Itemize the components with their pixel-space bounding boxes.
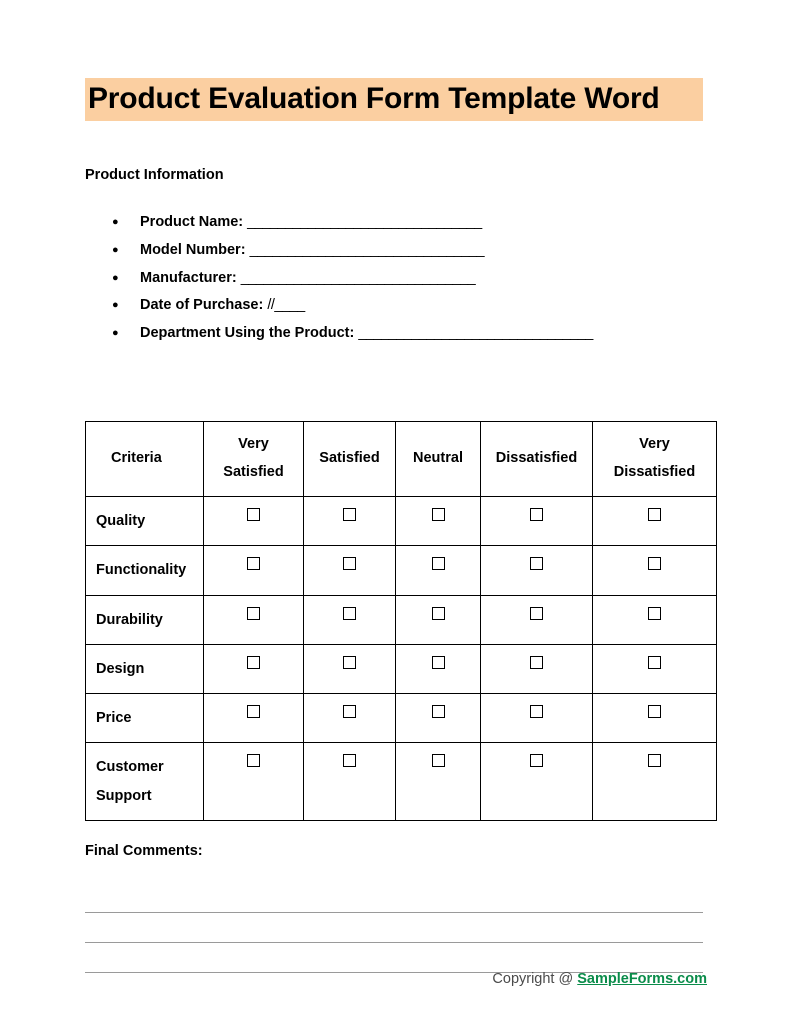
table-header-neutral: Neutral bbox=[396, 422, 481, 497]
checkbox-cell[interactable] bbox=[396, 595, 481, 644]
row-label-functionality: Functionality bbox=[86, 546, 204, 595]
field-label: Model Number: bbox=[140, 241, 246, 258]
checkbox-cell[interactable] bbox=[304, 595, 396, 644]
checkbox-cell[interactable] bbox=[204, 546, 304, 595]
final-comments-lines bbox=[85, 884, 703, 973]
checkbox-icon[interactable] bbox=[247, 656, 260, 669]
field-blank-line[interactable]: _______________________________ bbox=[249, 241, 485, 258]
checkbox-icon[interactable] bbox=[432, 607, 445, 620]
checkbox-cell[interactable] bbox=[204, 743, 304, 821]
checkbox-cell[interactable] bbox=[304, 743, 396, 821]
checkbox-icon[interactable] bbox=[648, 508, 661, 521]
evaluation-table bbox=[85, 421, 717, 821]
checkbox-icon[interactable] bbox=[530, 557, 543, 570]
checkbox-icon[interactable] bbox=[530, 607, 543, 620]
checkbox-cell[interactable] bbox=[481, 743, 593, 821]
checkbox-icon[interactable] bbox=[247, 705, 260, 718]
field-blank-line[interactable]: _______________________________ bbox=[358, 325, 593, 342]
row-label-line: Customer bbox=[96, 759, 164, 776]
list-item bbox=[112, 209, 703, 237]
table-header-dissatisfied: Dissatisfied bbox=[481, 422, 593, 497]
list-item bbox=[112, 265, 703, 293]
list-item bbox=[112, 237, 703, 265]
checkbox-cell[interactable] bbox=[304, 497, 396, 546]
row-label-price: Price bbox=[86, 694, 204, 743]
footer-text: Copyright @ bbox=[492, 971, 574, 987]
header-line: Very bbox=[639, 436, 670, 453]
page-title: Product Evaluation Form Template Word bbox=[85, 78, 703, 121]
checkbox-cell[interactable] bbox=[304, 644, 396, 693]
field-blank-line[interactable]: //____ bbox=[267, 297, 305, 314]
checkbox-icon[interactable] bbox=[530, 705, 543, 718]
row-label-customer-support bbox=[86, 743, 204, 821]
field-label: Manufacturer: bbox=[140, 269, 237, 286]
checkbox-icon[interactable] bbox=[530, 656, 543, 669]
checkbox-icon[interactable] bbox=[648, 656, 661, 669]
checkbox-cell[interactable] bbox=[481, 595, 593, 644]
checkbox-cell[interactable] bbox=[481, 644, 593, 693]
checkbox-cell[interactable] bbox=[304, 694, 396, 743]
checkbox-cell[interactable] bbox=[204, 694, 304, 743]
checkbox-icon[interactable] bbox=[648, 607, 661, 620]
field-blank-line[interactable]: _______________________________ bbox=[240, 269, 476, 286]
table-header-criteria: Criteria bbox=[86, 422, 204, 497]
checkbox-icon[interactable] bbox=[343, 705, 356, 718]
checkbox-icon[interactable] bbox=[432, 754, 445, 767]
checkbox-cell[interactable] bbox=[593, 546, 717, 595]
header-line: Very bbox=[238, 436, 269, 453]
checkbox-icon[interactable] bbox=[432, 557, 445, 570]
footer-copyright bbox=[492, 971, 707, 987]
checkbox-icon[interactable] bbox=[648, 754, 661, 767]
checkbox-cell[interactable] bbox=[304, 546, 396, 595]
checkbox-cell[interactable] bbox=[481, 546, 593, 595]
header-line: Dissatisfied bbox=[613, 464, 696, 481]
final-comments-label: Final Comments: bbox=[85, 842, 203, 859]
table-row bbox=[86, 595, 717, 644]
checkbox-cell[interactable] bbox=[396, 743, 481, 821]
table-row bbox=[86, 743, 717, 821]
checkbox-icon[interactable] bbox=[343, 557, 356, 570]
comment-line[interactable] bbox=[85, 913, 703, 943]
checkbox-icon[interactable] bbox=[343, 656, 356, 669]
checkbox-icon[interactable] bbox=[343, 508, 356, 521]
row-label-design: Design bbox=[86, 644, 204, 693]
checkbox-icon[interactable] bbox=[648, 557, 661, 570]
checkbox-cell[interactable] bbox=[204, 497, 304, 546]
field-blank-line[interactable]: _______________________________ bbox=[247, 213, 482, 230]
list-item bbox=[112, 292, 703, 320]
checkbox-cell[interactable] bbox=[396, 546, 481, 595]
checkbox-icon[interactable] bbox=[247, 607, 260, 620]
table-header-very-satisfied bbox=[204, 422, 304, 497]
row-label-quality: Quality bbox=[86, 497, 204, 546]
checkbox-icon[interactable] bbox=[648, 705, 661, 718]
table-header-very-dissatisfied bbox=[593, 422, 717, 497]
checkbox-icon[interactable] bbox=[343, 754, 356, 767]
checkbox-cell[interactable] bbox=[593, 497, 717, 546]
row-label-durability: Durability bbox=[86, 595, 204, 644]
comment-line[interactable] bbox=[85, 943, 703, 973]
table-row bbox=[86, 644, 717, 693]
row-label-line: Support bbox=[96, 787, 152, 804]
checkbox-icon[interactable] bbox=[432, 656, 445, 669]
list-item bbox=[112, 320, 703, 348]
field-label: Date of Purchase: bbox=[140, 297, 264, 314]
section-heading-product-information: Product Information bbox=[85, 166, 224, 183]
checkbox-icon[interactable] bbox=[247, 754, 260, 767]
checkbox-icon[interactable] bbox=[247, 508, 260, 521]
checkbox-cell[interactable] bbox=[593, 595, 717, 644]
checkbox-cell[interactable] bbox=[481, 497, 593, 546]
table-row bbox=[86, 497, 717, 546]
table-row bbox=[86, 694, 717, 743]
checkbox-cell[interactable] bbox=[396, 644, 481, 693]
checkbox-cell[interactable] bbox=[396, 497, 481, 546]
checkbox-cell[interactable] bbox=[204, 644, 304, 693]
checkbox-cell[interactable] bbox=[593, 743, 717, 821]
table-row bbox=[86, 546, 717, 595]
checkbox-icon[interactable] bbox=[530, 508, 543, 521]
table-header-row bbox=[86, 422, 717, 497]
product-information-list bbox=[85, 209, 703, 348]
checkbox-cell[interactable] bbox=[593, 644, 717, 693]
checkbox-icon[interactable] bbox=[247, 557, 260, 570]
header-line: Satisfied bbox=[223, 464, 284, 481]
checkbox-cell[interactable] bbox=[593, 694, 717, 743]
checkbox-icon[interactable] bbox=[343, 607, 356, 620]
comment-line[interactable] bbox=[85, 884, 703, 913]
checkbox-icon[interactable] bbox=[432, 508, 445, 521]
checkbox-cell[interactable] bbox=[396, 694, 481, 743]
footer-link-sampleforms[interactable]: SampleForms.com bbox=[577, 971, 707, 987]
checkbox-cell[interactable] bbox=[481, 694, 593, 743]
checkbox-cell[interactable] bbox=[204, 595, 304, 644]
checkbox-icon[interactable] bbox=[530, 754, 543, 767]
field-label: Product Name: bbox=[140, 213, 244, 230]
field-label: Department Using the Product: bbox=[140, 325, 355, 342]
checkbox-icon[interactable] bbox=[432, 705, 445, 718]
table-header-satisfied: Satisfied bbox=[304, 422, 396, 497]
